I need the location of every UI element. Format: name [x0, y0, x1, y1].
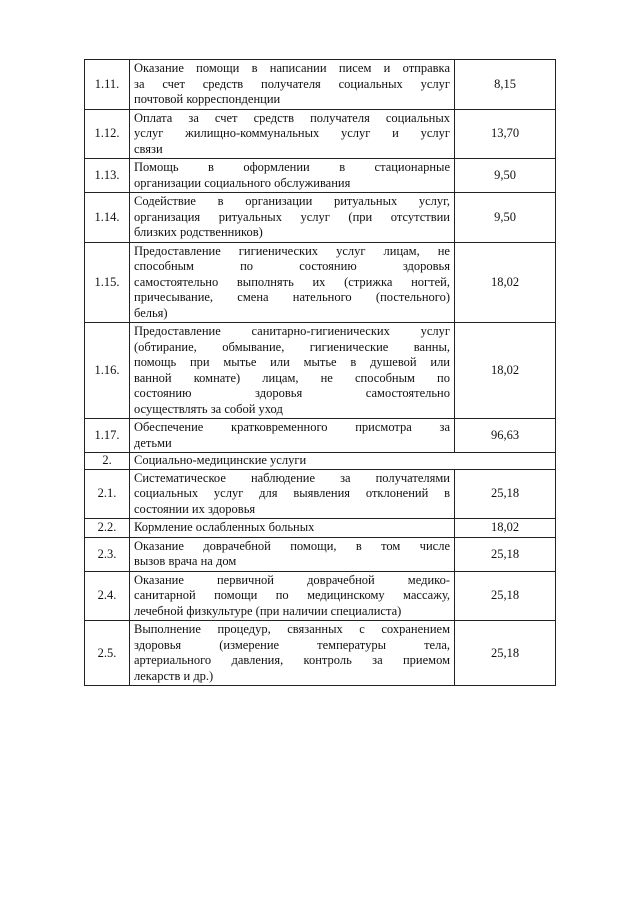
description-line: (обтирание, обмывание, гигиенические ванны,	[134, 339, 450, 354]
description-line: осуществлять за собой уход	[134, 401, 283, 416]
row-number: 1.15.	[85, 242, 130, 323]
description-line: почтовой корреспонденции	[134, 92, 281, 106]
description-line: лечебной физкультуре (при наличии специалиста)	[134, 603, 402, 618]
service-price: 9,50	[455, 193, 556, 243]
services-price-table	[84, 59, 556, 686]
service-price: 25,18	[455, 537, 556, 571]
description-line: причесывание, смена нательного (постельного)	[134, 290, 450, 304]
table-body	[85, 60, 556, 686]
description-line: социальных услуг для выявления отклонений в	[134, 486, 450, 500]
row-number: 2.4.	[85, 571, 130, 621]
service-description	[130, 469, 455, 519]
table-row	[85, 60, 556, 110]
row-number: 1.11.	[85, 60, 130, 110]
service-price: 13,70	[455, 109, 556, 159]
service-price: 18,02	[455, 323, 556, 419]
table-row	[85, 571, 556, 621]
row-number: 1.17.	[85, 419, 130, 453]
row-number: 2.3.	[85, 537, 130, 571]
service-price: 25,18	[455, 621, 556, 686]
section-row	[85, 453, 556, 470]
service-description	[130, 621, 455, 686]
table-row	[85, 242, 556, 323]
description-line: Предоставление гигиенических услуг лицам, не	[134, 243, 450, 258]
row-number: 2.1.	[85, 469, 130, 519]
description-line: связи	[134, 141, 163, 156]
service-description	[130, 537, 455, 571]
description-line: Содействие в организации ритуальных услуг,	[134, 194, 450, 208]
service-price: 18,02	[455, 242, 556, 323]
description-line: Предоставление санитарно-гигиенических услуг	[134, 324, 450, 338]
row-number: 1.14.	[85, 193, 130, 243]
service-description	[130, 60, 455, 110]
description-line: Оказание помощи в написании писем и отправка	[134, 61, 450, 75]
table-row	[85, 469, 556, 519]
table-row	[85, 621, 556, 686]
table-row	[85, 519, 556, 538]
section-title: Социально-медицинские услуги	[130, 453, 556, 470]
description-line: состоянию здоровья самостоятельно	[134, 386, 450, 400]
description-line: состоянии их здоровья	[134, 501, 256, 516]
service-description	[130, 242, 455, 323]
service-description	[130, 323, 455, 419]
description-line: услуг жилищно-коммунальных услуг и услуг	[134, 126, 450, 140]
description-line: Выполнение процедур, связанных с сохранением	[134, 622, 450, 636]
service-price: 8,15	[455, 60, 556, 110]
service-description	[130, 519, 455, 538]
description-line: Оказание доврачебной помощи, в том числе	[134, 538, 450, 553]
description-line: белья)	[134, 305, 168, 320]
table-row	[85, 419, 556, 453]
description-line: вызов врача на дом	[134, 554, 237, 568]
row-number: 2.5.	[85, 621, 130, 686]
service-price: 18,02	[455, 519, 556, 538]
table-row	[85, 109, 556, 159]
row-number: 1.16.	[85, 323, 130, 419]
row-number: 2.2.	[85, 519, 130, 538]
description-line: Кормление ослабленных больных	[134, 520, 315, 534]
row-number: 1.13.	[85, 159, 130, 193]
description-line: Обеспечение кратковременного присмотра за	[134, 420, 450, 434]
description-line: Оплата за счет средств получателя социальных	[134, 110, 450, 125]
service-description	[130, 109, 455, 159]
description-line: лекарств и др.)	[134, 668, 214, 683]
description-line: артериального давления, контроль за приемом	[134, 653, 450, 667]
description-line: санитарной помощи по медицинскому массажу,	[134, 588, 450, 602]
table-row	[85, 537, 556, 571]
table-row	[85, 159, 556, 193]
description-line: Систематическое наблюдение за получателями	[134, 470, 450, 485]
description-line: организация ритуальных услуг (при отсутствии	[134, 209, 450, 224]
description-line: Оказание первичной доврачебной медико-	[134, 572, 450, 587]
service-description	[130, 193, 455, 243]
section-number: 2.	[85, 453, 130, 470]
description-line: самостоятельно выполнять их (стрижка ногтей,	[134, 274, 450, 289]
description-line: способным по состоянию здоровья	[134, 259, 450, 273]
service-price: 25,18	[455, 571, 556, 621]
table-row	[85, 193, 556, 243]
description-line: здоровья (измерение температуры тела,	[134, 637, 450, 652]
service-description	[130, 419, 455, 453]
description-line: за счет средств получателя социальных услуг	[134, 76, 450, 91]
service-price: 9,50	[455, 159, 556, 193]
description-line: организации социального обслуживания	[134, 175, 351, 190]
description-line: Помощь в оформлении в стационарные	[134, 160, 450, 174]
description-line: близких родственников)	[134, 225, 263, 239]
service-description	[130, 159, 455, 193]
service-price: 96,63	[455, 419, 556, 453]
description-line: ванной комнате) лицам, не способным по	[134, 370, 450, 385]
description-line: детьми	[134, 435, 172, 450]
table-row	[85, 323, 556, 419]
service-description	[130, 571, 455, 621]
description-line: помощь при мытье или мытье в душевой или	[134, 355, 450, 369]
service-price: 25,18	[455, 469, 556, 519]
row-number: 1.12.	[85, 109, 130, 159]
